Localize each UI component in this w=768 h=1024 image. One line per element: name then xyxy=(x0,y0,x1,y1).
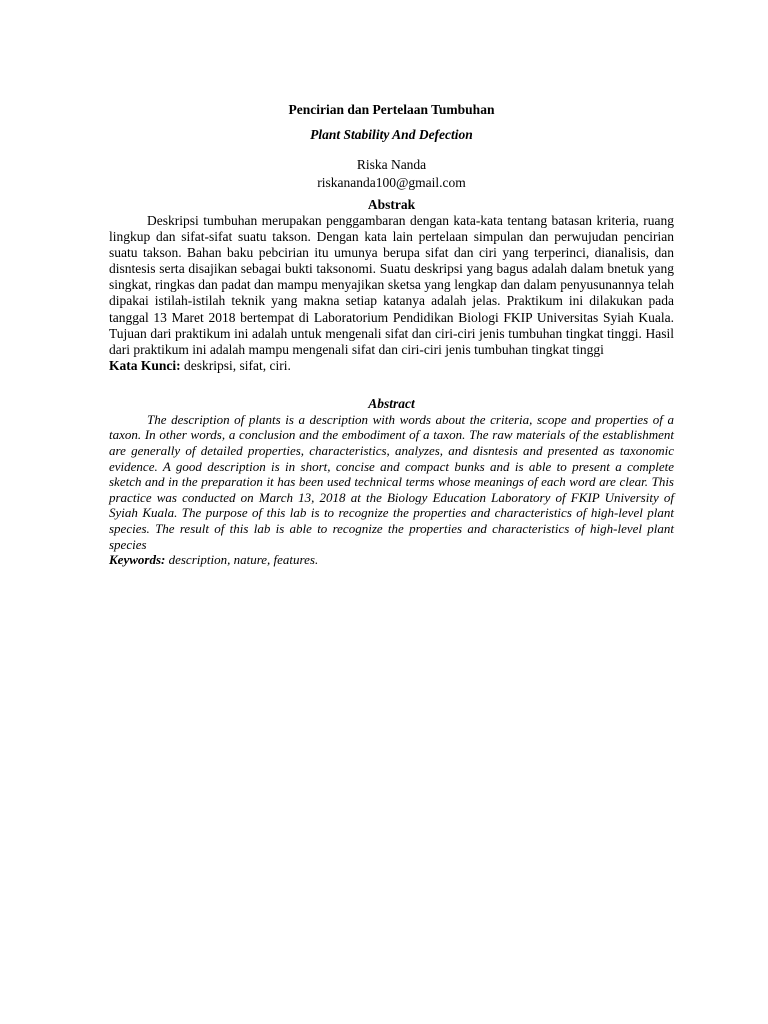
author-email: riskananda100@gmail.com xyxy=(317,175,466,190)
section-spacer xyxy=(109,374,674,396)
abstract-keywords xyxy=(109,552,674,568)
abstract-keywords-value: description, nature, features. xyxy=(165,552,319,568)
abstract-heading: Abstract xyxy=(368,395,415,411)
document-page xyxy=(109,102,674,568)
abstrak-heading: Abstrak xyxy=(367,197,416,212)
paper-subtitle: Plant Stability And Defection xyxy=(310,127,473,142)
abstrak-keywords-value: deskripsi, sifat, ciri. xyxy=(180,357,291,373)
paper-title: Pencirian dan Pertelaan Tumbuhan xyxy=(288,102,495,117)
abstrak-body: Deskripsi tumbuhan merupakan penggambaran dengan kata-kata tentang batasan kriteria, ruang lingkup dan sifat-sifat suatu takson. Dengan kata lain pertelaan simpulan dan perwujudan pencirian suatu takson. Bahan baku pebcirian itu umunya berupa sifat dan ciri yang terperinci, dianalisis, dan disntesis serta disajikan sebagai bukti taksonomi. Suatu deskripsi yang bagus adalah dalam bnetuk yang singkat, ringkas dan padat dan mampu menyajikan sketsa yang lengkap dan dalam penyusunannya telah dipakai istilah-istilah teknik yang makna setiap katanya adalah jelas. Praktikum ini dilakukan pada tanggal 13 Maret 2018 bertempat di Laboratorium Pendidikan Biologi FKIP Universitas Syiah Kuala. Tujuan dari praktikum ini adalah untuk mengenali sifat dan ciri-ciri jenis tumbuhan tingkat tinggi. Hasil dari praktikum ini adalah mampu mengenali sifat dan ciri-ciri jenis tumbuhan tingkat tinggi xyxy=(109,213,674,357)
abstract-body: The description of plants is a description with words about the criteria, scope and properties of a taxon. In other words, a conclusion and the embodiment of a taxon. The raw materials of the establishment are generally of detailed properties, characteristics, analyzes, and disntesis and presented as taxonomic evidence. A good description is in short, concise and compact bunks and is able to present a complete sketch and in the preparation it has been used technical terms whose meanings of each word are clear. This practice was conducted on March 13, 2018 at the Biology Education Laboratory of FKIP University of Syiah Kuala. The purpose of this lab is to recognize the properties and characteristics of high-level plant species. The result of this lab is able to recognize the properties and characteristics of high-level plant species xyxy=(109,411,674,552)
abstrak-keywords-label: Kata Kunci: xyxy=(109,357,181,373)
abstrak-keywords xyxy=(109,358,674,374)
author-name: Riska Nanda xyxy=(356,157,427,172)
abstract-keywords-label: Keywords: xyxy=(109,552,166,568)
